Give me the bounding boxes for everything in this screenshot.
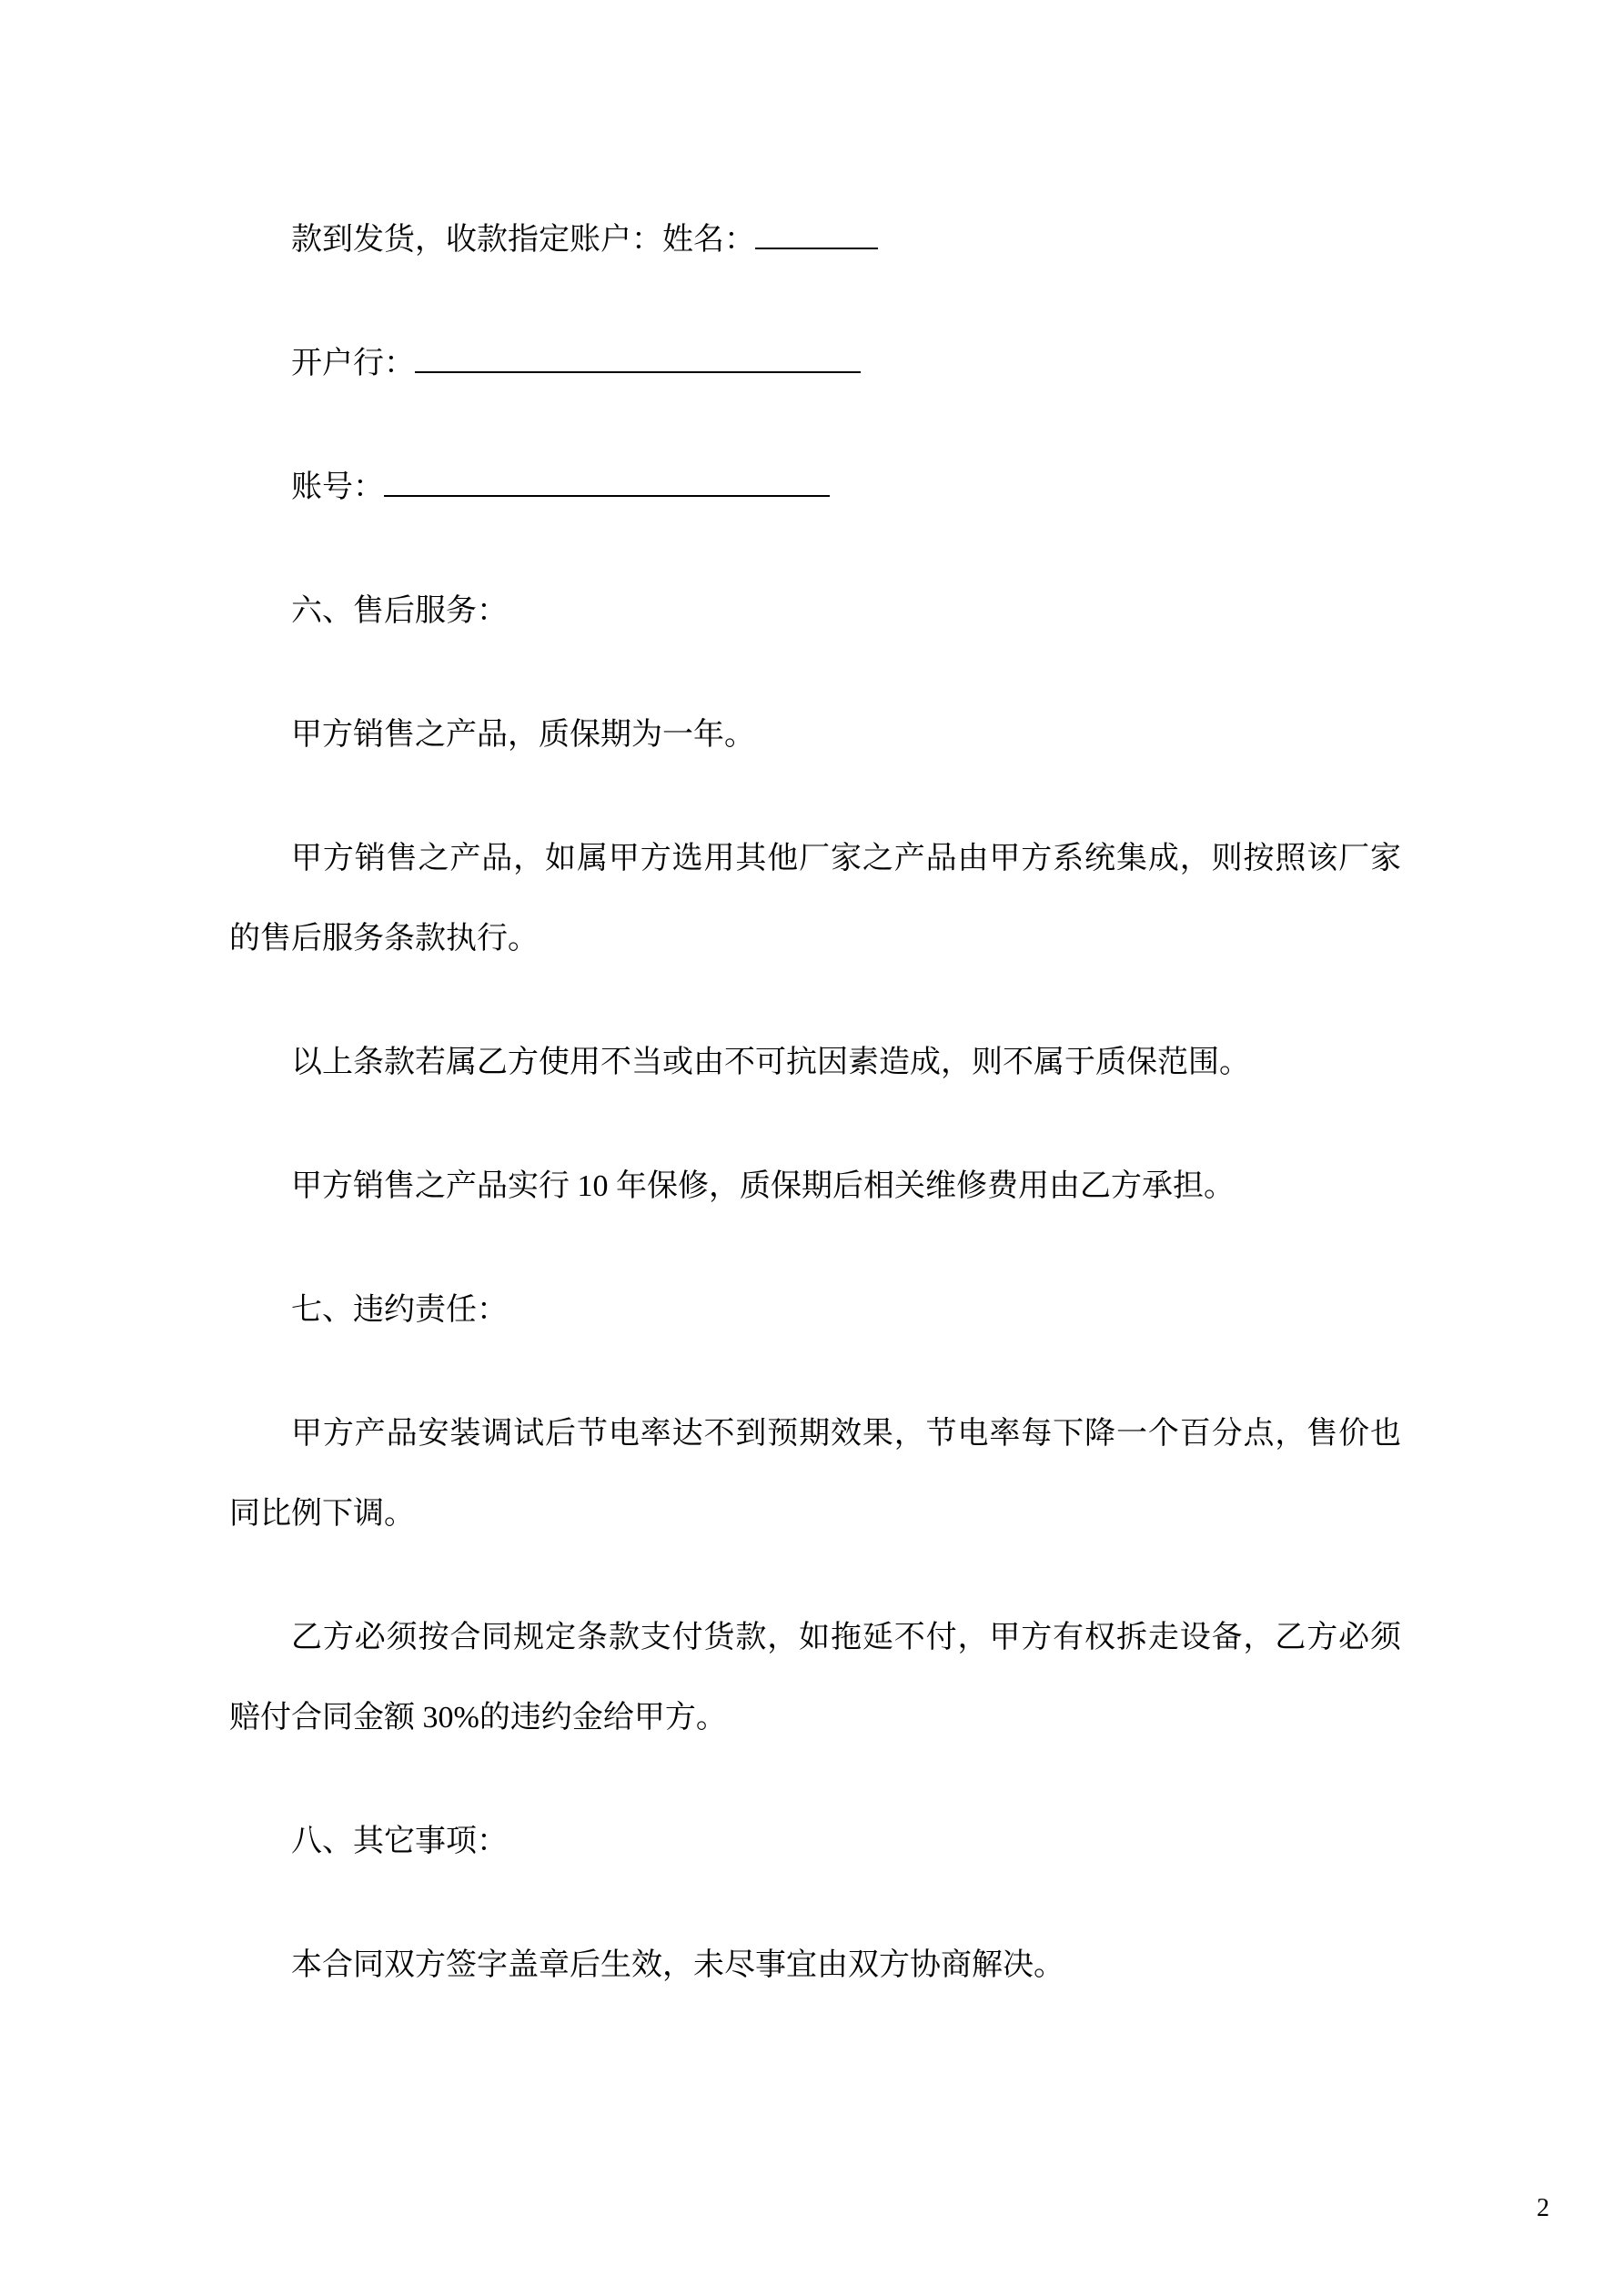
account-number-blank	[384, 469, 830, 497]
paragraph-warranty-exclusions: 以上条款若属乙方使用不当或由不可抗因素造成，则不属于质保范围。	[291, 1046, 1250, 1079]
payment-account-line	[229, 200, 1401, 280]
section-heading-after-sales: 六、售后服务：	[291, 594, 508, 628]
account-number-line	[229, 448, 1401, 528]
bank-name-blank	[415, 345, 861, 373]
paragraph-warranty-one-year: 甲方销售之产品，质保期为一年。	[291, 718, 755, 752]
document-body	[229, 200, 1401, 2049]
section-heading-other-matters: 八、其它事项：	[291, 1825, 508, 1858]
account-number-label: 账号：	[291, 470, 384, 504]
paragraph-ten-year-repair: 甲方销售之产品实行 10 年保修，质保期后相关维修费用由乙方承担。	[291, 1169, 1235, 1203]
payment-account-label: 款到发货，收款指定账户：姓名：	[291, 223, 755, 257]
paragraph-payment-penalty: 乙方必须按合同规定条款支付货款，如拖延不付，甲方有权拆走设备，乙方必须赔付合同金额 30%的违约金给甲方。	[229, 1621, 1401, 1735]
bank-line	[229, 324, 1401, 404]
paragraph-third-party-terms: 甲方销售之产品，如属甲方选用其他厂家之产品由甲方系统集成，则按照该厂家的售后服务条款执行。	[229, 842, 1401, 956]
page-number: 2	[1537, 2194, 1549, 2222]
bank-label: 开户行：	[291, 347, 415, 380]
payee-name-blank	[755, 221, 878, 249]
paragraph-effective-clause: 本合同双方签字盖章后生效，未尽事宜由双方协商解决。	[291, 1948, 1064, 1982]
section-heading-breach-liability: 七、违约责任：	[291, 1293, 508, 1327]
paragraph-power-saving-adjustment: 甲方产品安装调试后节电率达不到预期效果，节电率每下降一个百分点，售价也同比例下调。	[229, 1417, 1401, 1531]
